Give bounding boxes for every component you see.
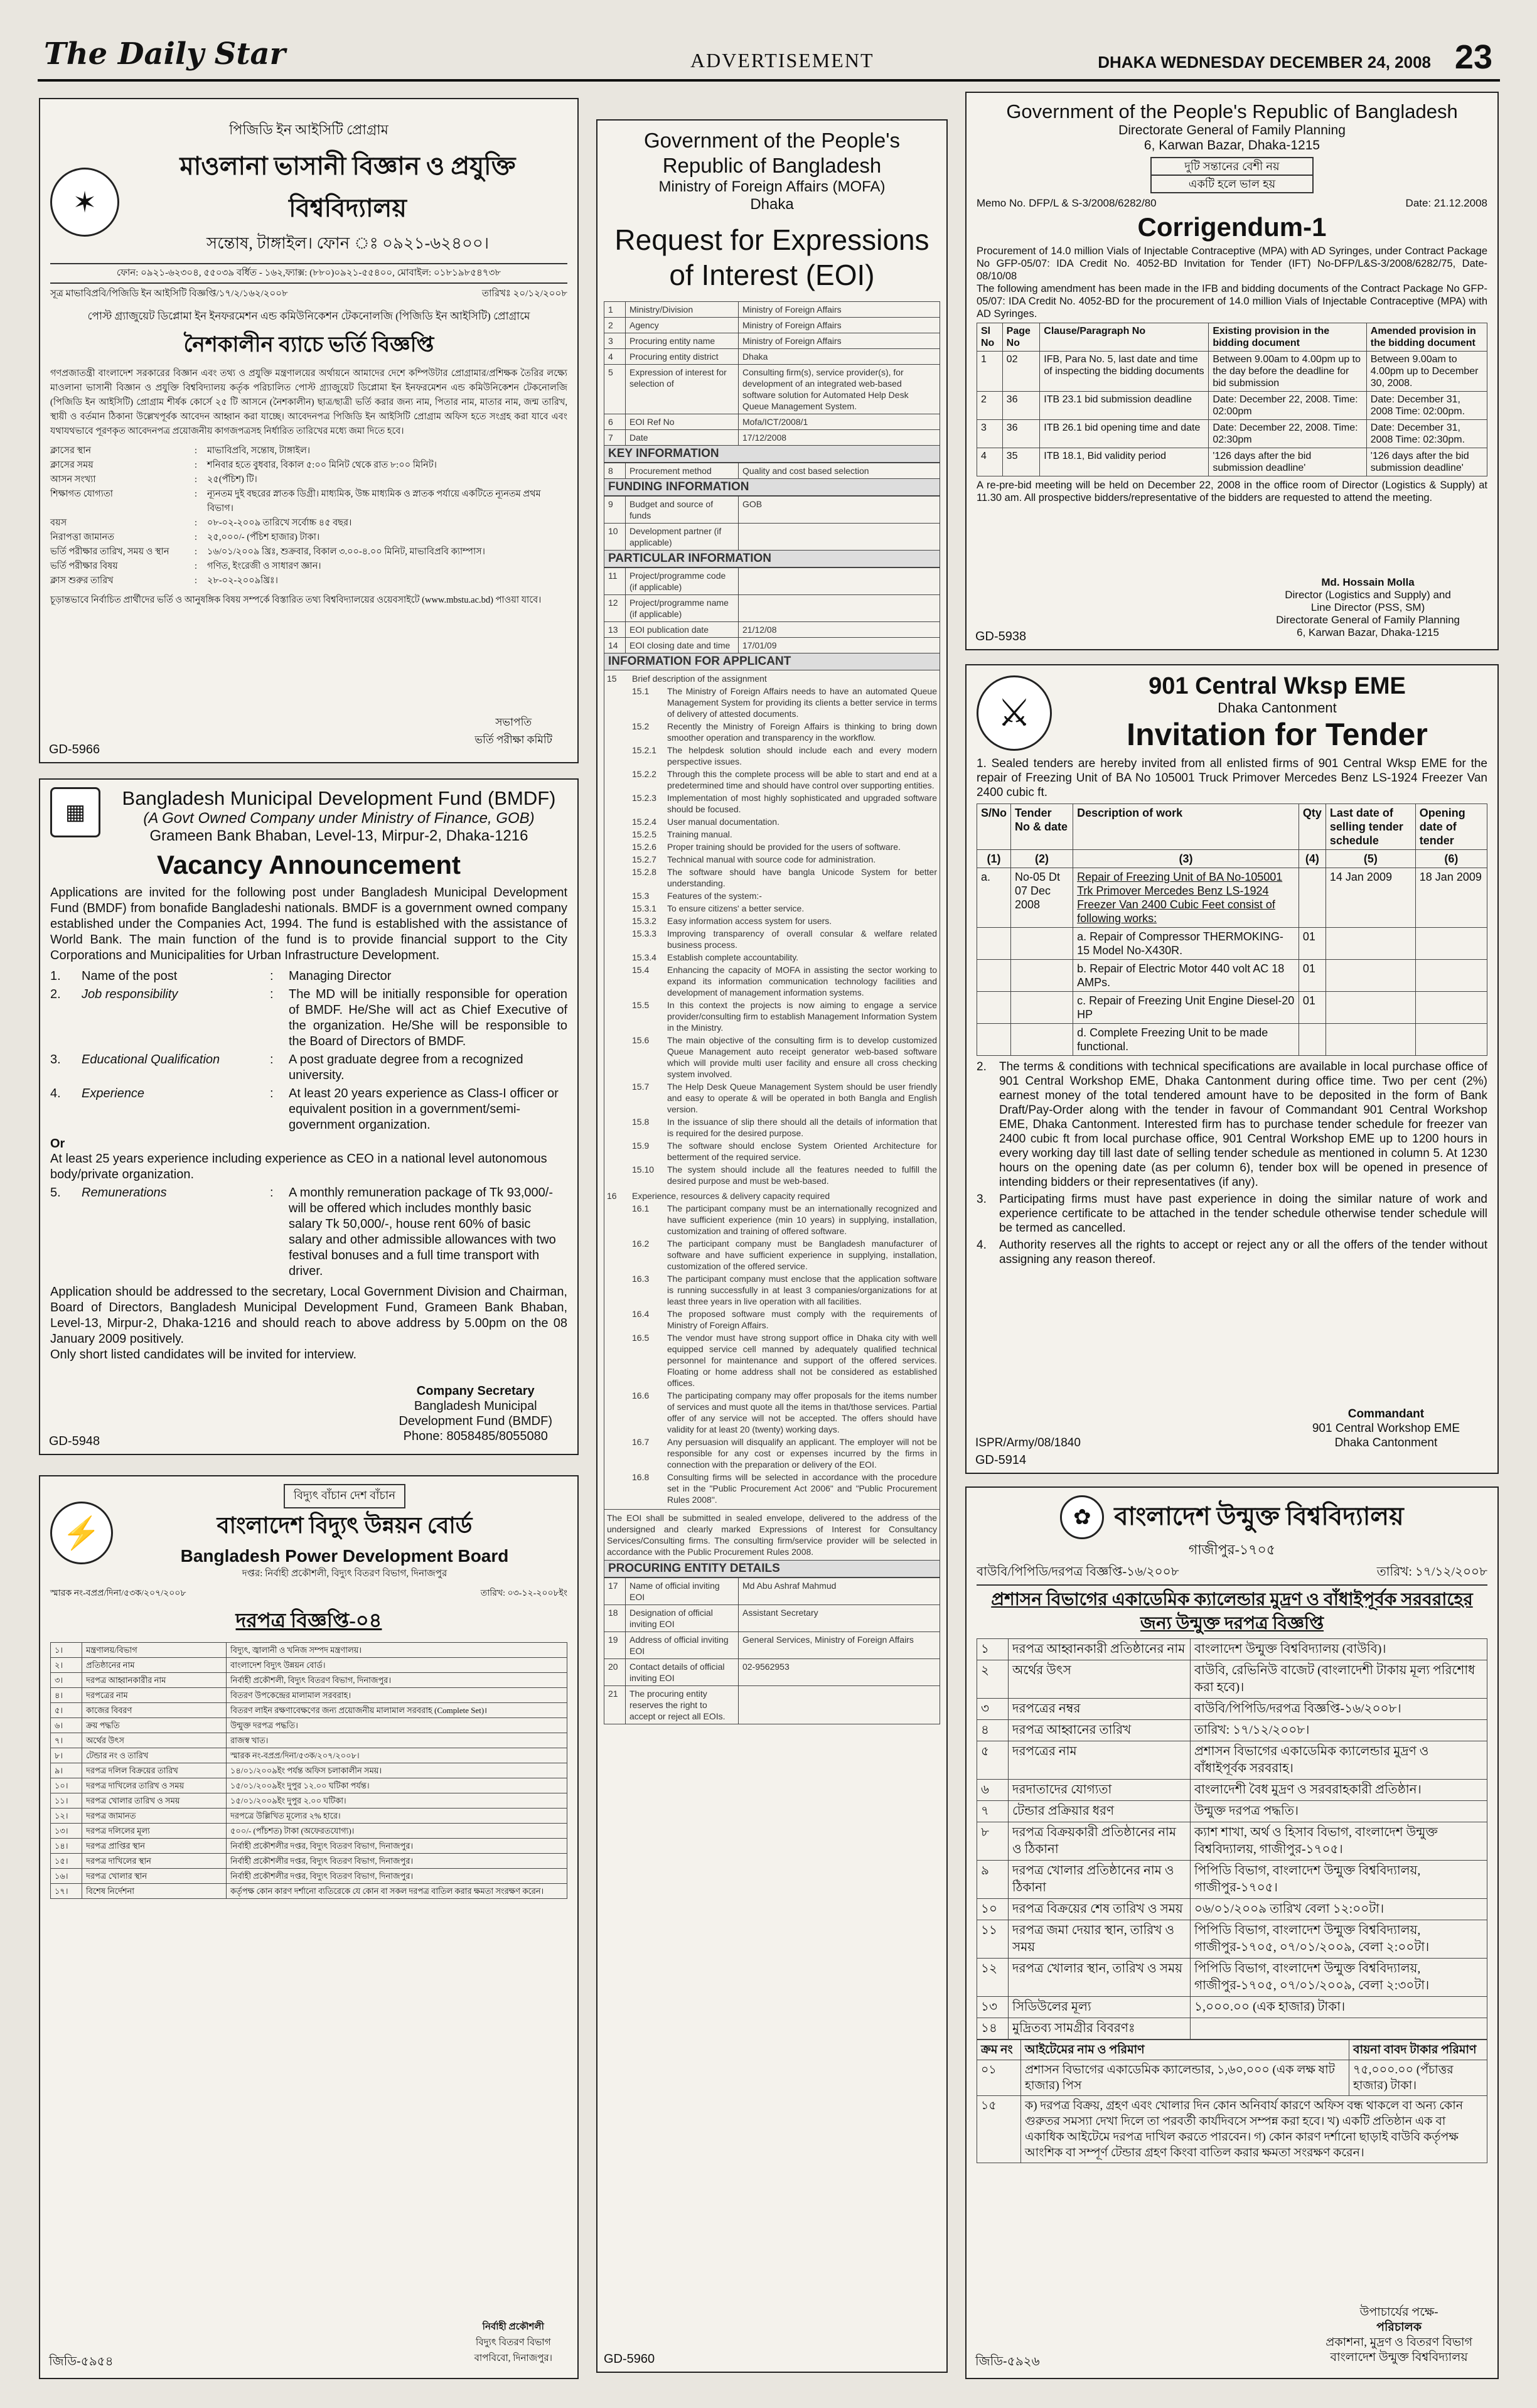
issue-date: DHAKA WEDNESDAY DECEMBER 24, 2008	[1098, 53, 1431, 72]
bpdb-table	[50, 1642, 567, 1899]
mofa-ministry: Ministry of Foreign Affairs (MOFA)	[658, 178, 886, 195]
bou-memo: বাউবি/পিপিডি/দরপত্র বিজ্ঞপ্তি-১৬/২০০৮	[977, 1565, 1179, 1579]
university-logo-icon: ✿	[1060, 1495, 1104, 1539]
bpdb-row: ৫। কাজের বিবরণ বিতরণ লাইন রক্ষণাবেক্ষণের জন্য প্রয়োজনীয় মালামাল সরবরাহ (Complete Set)।	[51, 1703, 567, 1718]
mbstu-row: আসন সংখ্যা : ২৫(পঁচিশ) টি।	[50, 475, 257, 485]
bou-row: ৩ দরপত্রের নম্বর বাউবি/পিপিডি/দরপত্র বিজ্ঞপ্তি-১৬/২০০৮।	[977, 1699, 1487, 1720]
bou-signature: উপাচার্যের পক্ষে- পরিচালক প্রকাশনা, মুদ্রণ ও বিতরণ বিভাগ বাংলাদেশ উন্মুক্ত বিশ্ববিদ্যালয়	[1325, 2306, 1472, 2364]
fp-slogan-box: দুটি সন্তানের বেশী নয় একটি হলে ভাল হয়	[1150, 157, 1314, 193]
bou-row: ৫ দরপত্রের নাম প্রশাসন বিভাগের একাডেমিক ক্যালেন্ডার মুদ্রণ ও বাঁধাইপূর্বক সরবরাহ।	[977, 1741, 1487, 1780]
experience-item: 16.5 The vendor must have strong support office in Dhaka city with well equipped service cell manned by adequately qualified technical personnel for maintenance and support of the offered services. Floating or home address shall not be considered as established offices.	[632, 1333, 937, 1388]
fp-dir: Directorate General of Family Planning	[1118, 123, 1346, 137]
fp-para1: Procurement of 14.0 million Vials of Injectable Contraceptive (MPA) with AD Syringes, under Contract Package No GFP-05/07: IDA Credit No. 4052-BD Invitation for Tender (IFT) No-DFP/L&S-3/2008/6282/75, Date-08/10/08	[977, 245, 1487, 282]
bpdb-row: ২। প্রতিষ্ঠানের নাম বাংলাদেশ বিদ্যুৎ উন্নয়ন বোর্ড।	[51, 1658, 567, 1673]
eoi-row: 21 The procuring entity reserves the right to accept or reject all EOIs.	[604, 1686, 940, 1724]
bmdf-signature: Company Secretary Bangladesh Municipal Development Fund (BMDF) Phone: 8058485/8055080	[399, 1384, 552, 1443]
eoi-row: 6 EOI Ref No Mofa/ICT/2008/1	[604, 414, 940, 430]
mbstu-memo: সূত্র মাভাবিপ্রবি/পিজিডি ইন আইসিটি বিজ্ঞপ্তি/১৭/২/১৬২/২০০৮	[50, 289, 288, 299]
mbstu-signature: সভাপতি	[495, 716, 532, 728]
eoi-row: 7 Date 17/12/2008	[604, 430, 940, 446]
mbstu-body: গণপ্রজাতন্ত্রী বাংলাদেশ সরকারের বিজ্ঞান এবং তথ্য ও প্রযুক্তি মন্ত্রণালয়ের অর্থায়নে আমাদের দেশে কম্পিউটার প্রোগ্রামার/প্রশিক্ষক তৈরির লক্ষ্যে মাওলানা ভাসানী বিজ্ঞান ও প্রযুক্তি বিশ্ববিদ্যালয় কর্তৃক পরিচালিত পোস্ট গ্র্যাজুয়েট ডিপ্লোমা ইন ইনফরমেশন এন্ড কমিউনিকেশন টেকনোলজি (পিজিডি ইন আইসিটি) প্রোগ্রাম শীর্ষক কোর্সে ২৫ টি আসনে (নৈশকালীন) ছাত্র/ছাত্রী ভর্তি করার জন্য নাম, পিতার নাম, মাতার নাম, জন্ম তারিখ, স্থায়ী ও বর্তমান ঠিকানা উল্লেখপূর্বক আবেদন আহ্বান করা যাচ্ছে। আবেদনপত্র পিজিডি ইন আইসিটি প্রোগ্রাম অফিস হতে সংগ্রহ করা যাবে এবং যথাযথভাবে পূরণকৃত আবেদনপত্র প্রয়োজনীয় কাগজপত্রসহ নির্ধারিত তারিখের মধ্যে জমা দিতে হবে।	[50, 368, 567, 436]
eoi-row: 1 Ministry/Division Ministry of Foreign Affairs	[604, 302, 940, 318]
eme-tender-ad	[965, 664, 1499, 1474]
eme-ref: ISPR/Army/08/1840	[975, 1436, 1081, 1449]
section-label: ADVERTISEMENT	[690, 49, 874, 72]
eoi-row: 2 Agency Ministry of Foreign Affairs	[604, 318, 940, 333]
eoi-row: 3 Procuring entity name Ministry of Foreign Affairs	[604, 333, 940, 349]
bpdb-row: ১৩। দরপত্র দলিলের মূল্য ৫০০/- (পাঁচশত) টাকা (অফেরতযোগ্য)।	[51, 1824, 567, 1839]
bmdf-item: 3. Educational Qualification : A post graduate degree from a recognized university.	[50, 1053, 523, 1082]
tender-paragraph: 2. The terms & conditions with technical specifications are available in local purchase office of 901 Central Workshop EME, Dhaka Cantonment during office time. Two per cent (2%) earnest money of the total tendered amount have to be deposited in the form of Bank Draft/Pay-Order along with the tender in favour of Commandant 901 Central Workshop EME, Dhaka Cantonment. Interested firm has to purchase tender schedule for freezer van 2400 cubic ft from local purchase office, 901 Central Workshop EME up to 1200 hours in every working day till last date of selling tender schedule as mentioned in column 5. At 1230 hours on the opening date (as per column 6), tender box will be opened in presence of intending bidders or their representatives (if any).	[977, 1060, 1487, 1189]
mbstu-intro: পোস্ট গ্র্যাজুয়েট ডিপ্লোমা ইন ইনফরমেশন এন্ড কমিউনিকেশন টেকনোলজি (পিজিডি ইন আইসিটি) প্রোগ্রামে	[87, 310, 530, 322]
mofa-eoi-ad: Government of the People's Republic of Bangladesh Ministry of Foreign Affairs (MOFA) Dhaka Request for Expressions of Interest (EOI) 1 Ministry/Division Ministry of Foreign Affairs 2 Agency Ministry of Foreign Affairs 3 Procuring entity name Ministry of Foreign Affairs 4 Procuring entity district Dhaka 5 Expression of interest for selection of Consulting firm(s), service provider(s), for development of an integrated web-based software solution for Automated Help Desk Queue Management System. 6 EOI Ref No Mofa/ICT/2008/1 7 Date 17/12/2008 KEY INFORMATION 8 Procurement method Quality and cost based selection FUNDING INFORMATION 9 Budget and source of funds GOB 10 Development partner (if applicable) PARTICULAR INFORMATION 11 Project/programme code (if applicable) 12 Project/programme name (if applicable) 13 EOI publication date 21/12/08 14 EOI closing date and time 17/01/09 INFORMATION FOR APPLICANT 15 Brief description of the assignment 15.1 The Ministry of Foreign Affairs needs to have an automated Queue Management System for providing its clients a better service in terms of delivery of attested documents. 15.2 Recently the Ministry of Foreign Affairs is thinking to bring down smoother operation and transparency in the workflow. 15.2.1 The helpdesk solution should include each and every modern perspective issues. 15.2.2 Through this the complete process will be able to start and end at a predetermined time and should have control over supporting entities. 15.2.3 Implementation of most highly sophisticated and upgraded software should be focused. 15.2.4 User manual documentation. 15.2.5 Training manual. 15.2.6 Proper training should be provided for the users of software. 15.2.7 Technical manual with source code for administration. 15.2.8 The software should have bangla Unicode System for better understanding. 15.3 Features of the system:- 15.3.1 To ensure citizens' a better service. 15.3.2 Easy information access system for users. 15.3.3 Improving transparency of overall consular & welfare related business process. 15.3.4 Establish complete accountability. 15.4 Enhancing the capacity of MOFA in assisting the sector working to expand its information communication technology facilities and development of management information systems. 15.5 In this context the projects is now aiming to engage a service provider/consulting firm to establish Management Information System in the Ministry. 15.6 The main objective of the consulting firm is to develop customized Queue Management auto receipt generator web-based software which will provide multi user facility and ensure all cross checking system involved. 15.7 The Help Desk Queue Management System should be user friendly and easy to operate & will be operated in both Bangla and English version. 15.8 In the issuance of slip there should all the details of information that is required for the desired purpose. 15.9 The software should enclose System Oriented Architecture for betterment of the required service. 15.10 The system should include all the features needed to fulfill the desired purpose and must be web-based. 16 Experience, resources & delivery capacity required 16.1 The participant company must be an internationally recognized and have sufficient experience (min 10 years) in supplying, installation, customization and training of offered software. 16.2 The participant company must be Bangladesh manufacturer of software and have sufficient experience in supplying, installation, customization of the offered service. 16.3 The participant company must enclose that the application software is running successfully in at least 3 companies/organizations for at least three years in live operation with all facilities. 16.4 The proposed software must comply with the requirements of Ministry of Foreign Affairs. 16.5 The vendor must have strong support office in Dhaka city with well equipped service cell manned by adequately qualified technical personnel for maintenance and support of the offered services. Floating or home address shall not be considered as established offices. 16.6 The participating company may offer proposals for the items number of services and must quote all the items in that/those services. Partial offer of any service will not be accepted. The offers should have validity for at least 20 (twenty) working days. 16.7 Any persuasion will disqualify an applicant. The employer will not be responsible for any cost or expenses incurred by the firms in connection with the preparation or delivery of the EOI. 16.8 Consulting firms will be selected in accordance with the procedure set in the "Public Procurement Act 2006" and "Public Procurement Rules 2008". The EOI shall be submitted in sealed envelope, delivered to the address of the undersigned and clearly marked Expressions of Interest for Consultancy Services/Consulting firms. The consulting firm/service provider will be selected in accordance with the Public Procurement Rules 2008. PROCURING ENTITY DETAILS 17 Name of official inviting EOI Md Abu Ashraf Mahmud 18 Designation of official inviting EOI Assistant Secretary 19 Address of official inviting EOI General Services, Ministry of Foreign Affairs 20 Contact details of official inviting EOI 02-9562953 21 The procuring entity reserves the right to accept or reject all EOIs. GD-5960	[596, 119, 948, 2373]
bpdb-row: ১২। দরপত্র জামানত দরপত্রে উল্লিখিত মূল্যের ২% হারে।	[51, 1809, 567, 1824]
brief-item: 15.3.4 Establish complete accountability.	[632, 952, 799, 962]
experience-item: 16.4 The proposed software must comply with the requirements of Ministry of Foreign Affairs.	[632, 1309, 937, 1330]
eme-signature: Commandant 901 Central Workshop EME Dhaka Cantonment	[1312, 1407, 1460, 1449]
fp-memo-date: Date: 21.12.2008	[1405, 197, 1487, 209]
brief-item: 15.8 In the issuance of slip there should all the details of information that is required for the desired purpose.	[632, 1117, 937, 1138]
eoi-row: 18 Designation of official inviting EOI Assistant Secretary	[604, 1605, 940, 1632]
eme-table: S/No Tender No & date Description of work Qty Last date of selling tender schedule Opening date of tender (1) (2) (3) (4) (5) (6) a. No-05 Dt 07 Dec 2008 Repair of Freezing Unit of BA No-105001 Trk Primover Mercedes Benz LS-1924 Freezer Van 2400 Cubic Feet consist of following works: 14 Jan 2009 18 Jan 2009 a. Repair of Compressor THERMOKING-15 Model No-X430R. 01 b. Repair of Electric Motor 440 volt AC 18 AMPs. 01 c. Repair of Freezing Unit Engine Diesel-20 HP 01 d. Complete Freezing Unit to be made functional.	[977, 804, 1487, 1056]
bpdb-row: ৯। দরপত্র দলিল বিক্রয়ের তারিখ ১৪/০১/২০০৯ইং পর্যন্ত অফিস চলাকালীন সময়।	[51, 1763, 567, 1778]
corrigendum-row: 2 36 ITB 23.1 bid submission deadline Date: December 22, 2008. Time: 02:00pm Date: December 31, 2008 Time: 02:00pm.	[977, 392, 1487, 420]
section-header: PROCURING ENTITY DETAILS	[604, 1561, 940, 1578]
tender-row: a. No-05 Dt 07 Dec 2008 Repair of Freezing Unit of BA No-105001 Trk Primover Mercedes Benz LS-1924 Freezer Van 2400 Cubic Feet consist of following works: 14 Jan 2009 18 Jan 2009	[977, 868, 1487, 928]
brief-item: 15.2.3 Implementation of most highly sophisticated and upgraded software should be focused.	[632, 793, 937, 814]
mbstu-headline: নৈশকালীন ব্যাচে ভর্তি বিজ্ঞপ্তি	[183, 333, 434, 357]
bmdf-intro: Applications are invited for the following post under Bangladesh Municipal Development Fund (BMDF) from bonafide Bangladeshi nationals. BMDF is a government owned company established under the Companies Act, 1994. The fund is established with the assistance of World Bank. The main function of the fund is to provide financial support to the City Corporations and Municipalities for Urban Infrastructure Development.	[50, 886, 567, 962]
mofa-city: Dhaka	[750, 196, 794, 213]
bmdf-heading: Vacancy Announcement	[157, 850, 461, 879]
bou-table	[977, 1638, 1487, 2040]
tender-subitem: c. Repair of Freezing Unit Engine Diesel-20 HP 01	[977, 992, 1487, 1024]
brief-item: 15.2 Recently the Ministry of Foreign Affairs is thinking to bring down smoother operation and transparency in the workflow.	[632, 721, 937, 743]
mbstu-row: ভর্তি পরীক্ষার তারিখ, সময় ও স্থান : ১৬/০১/২০০৯ খ্রিঃ, শুক্রবার, বিকাল ৩.০০-৪.০০ মিনিট, মাভাবিপ্রবি ক্যাম্পাস।	[50, 547, 485, 557]
mbstu-row: বয়স : ০৮-০২-২০০৯ তারিখে সর্বোচ্চ ৪৫ বছর।	[50, 518, 352, 528]
bmdf-subtitle: (A Govt Owned Company under Ministry of Finance, GOB)	[143, 810, 535, 827]
mbstu-address: সন্তোষ, টাঙ্গাইল। ফোন ঃ ০৯২১-৬২৪০০।	[206, 234, 490, 252]
mbstu-signature-2: ভর্তি পরীক্ষা কমিটি	[474, 734, 552, 746]
mbstu-row: ক্লাসের স্থান : মাভাবিপ্রবি, সন্তোষ, টাঙ্গাইল।	[50, 446, 311, 456]
mbstu-phone: ফোন: ০৯২১-৬২৩০৪, ৫৫০৩৯ বর্ধিত - ১৬২,ফ্যাক্স: (৮৮০)০৯২১-৫৫৪০০, মোবাইল: ০১৮১৯৮৫৪৭৩৮	[50, 263, 567, 284]
fp-memo: Memo No. DFP/L & S-3/2008/6282/80	[977, 197, 1157, 209]
mofa-gov: Government of the People's Republic of Bangladesh	[643, 129, 901, 177]
bou-row: ৬ দরদাতাদের যোগ্যতা বাংলাদেশী বৈধ মুদ্রণ ও সরবরাহকারী প্রতিষ্ঠান।	[977, 1780, 1487, 1801]
ad-code: GD-5914	[975, 1453, 1027, 1467]
bpdb-row: ১৫। দরপত্র দাখিলের স্থান নির্বাহী প্রকৌশলীর দপ্তর, বিদ্যুৎ বিতরণ বিভাগ, দিনাজপুর।	[51, 1854, 567, 1869]
tender-paragraph: 3. Participating firms must have past experience in doing the similar nature of work and experience certificate to be attached in the tender schedule otherwise tender schedule will be termed as cancelled.	[977, 1193, 1487, 1235]
bmdf-logo-icon: ▦	[50, 787, 100, 837]
eoi-row: 12 Project/programme name (if applicable)	[604, 595, 940, 622]
bou-row: ১২ দরপত্র খোলার স্থান, তারিখ ও সময় পিপিডি বিভাগ, বাংলাদেশ উন্মুক্ত বিশ্ববিদ্যালয়, গাজীপুর-১৭০৫, ০৭/০১/২০০৯, বেলা ২:৩০টা।	[977, 1959, 1487, 1997]
bpdb-row: ৭। অর্থের উৎস রাজস্ব খাত।	[51, 1733, 567, 1748]
bou-tender-ad	[965, 1486, 1499, 2379]
bou-row: ১৩ সিডিউলের মূল্য ১,০০০.০০ (এক হাজার) টাকা।	[977, 1997, 1487, 2018]
mbstu-memo-date: তারিখঃ ২০/১২/২০০৮	[481, 289, 567, 299]
bpdb-row: ৬। ক্রয় পদ্ধতি উন্মুক্ত দরপত্র পদ্ধতি।	[51, 1718, 567, 1733]
eoi-row: 8 Procurement method Quality and cost based selection	[604, 463, 940, 479]
bmdf-item: 4. Experience : At least 20 years experience as Class-I officer or equivalent position in a government/semi-government organization.	[50, 1087, 559, 1132]
brief-item: 15.2.8 The software should have bangla Unicode System for better understanding.	[632, 867, 937, 888]
experience-item: 16.6 The participating company may offer proposals for the items number of services and must quote all the items in that/those services. Partial offer of any service will not be accepted. The offers should have validity for at least 20 (twenty) working days.	[632, 1390, 937, 1434]
bpdb-row: ১৭। বিশেষ নির্দেশনা কর্তৃপক্ষ কোন কারণ দর্শানো ব্যতিরেকে যে কোন বা সকল দরপত্র বাতিল করার ক্ষমতা সংরক্ষণ করেন।	[51, 1884, 567, 1899]
eoi-row: 17 Name of official inviting EOI Md Abu Ashraf Mahmud	[604, 1578, 940, 1605]
fp-heading: Corrigendum-1	[1137, 212, 1327, 242]
bpdb-row: ৩। দরপত্র আহ্বানকারীর নাম নির্বাহী প্রকৌশলী, বিদ্যুৎ বিতরণ বিভাগ, দিনাজপুর।	[51, 1673, 567, 1688]
mbstu-row: নিরাপত্তা জামানত : ২৫,০০০/- (পঁচিশ হাজার) টাকা।	[50, 532, 320, 542]
section-header: INFORMATION FOR APPLICANT	[604, 653, 940, 670]
bou-items-table: ক্রম নং আইটেমের নাম ও পরিমাণ বায়না বাবদ টাকার পরিমাণ ০১ প্রশাসন বিভাগের একাডেমিক ক্যালেন্ডার, ১,৬০,০০০ (এক লক্ষ ষাট হাজার) পিস ৭৫,০০০.০০ (পঁচাত্তর হাজার) টাকা। ১৫ ক) দরপত্র বিক্রয়, গ্রহণ এবং খোলার দিন কোন অনিবার্য কারণে অফিস বন্ধ থাকলে বা অন্য কোন গুরুতর সমস্যা দেখা দিলে তা পরবর্তী কার্যদিবসে সম্পন্ন করা হবে। খ) একটি প্রতিষ্ঠান এক বা একাধিক আইটেমে দরপত্র দাখিল করতে পারবেন। গ) কোন কারণ দর্শানো ছাড়াই বাউবি কর্তৃপক্ষ আংশিক বা সম্পূর্ণ টেন্ডার গ্রহণ কিংবা বাতিল করার ক্ষমতা সংরক্ষণ করেন।	[977, 2040, 1487, 2163]
section-header: PARTICULAR INFORMATION	[604, 551, 940, 567]
brief-item: 15.2.7 Technical manual with source code for administration.	[632, 854, 876, 864]
tender-subitem: d. Complete Freezing Unit to be made functional.	[977, 1024, 1487, 1056]
university-seal-icon: ✶	[50, 168, 119, 237]
power-board-logo-icon: ⚡	[50, 1502, 113, 1564]
masthead	[38, 25, 1500, 82]
bmdf-application: Application should be addressed to the secretary, Local Government Division and Chairman, Board of Directors, Bangladesh Municipal Development Fund, Grameen Bank Bhaban, Level-13, Mirpur-2, Dhaka-1216 and should reach to above address by 5.00pm on the 08 January 2009 positively.	[50, 1285, 567, 1346]
bmdf-address: Grameen Bank Bhaban, Level-13, Mirpur-2, Dhaka-1216	[149, 827, 528, 844]
bpdb-name-en: Bangladesh Power Development Board	[180, 1546, 509, 1566]
brief-item: 15.3.2 Easy information access system for users.	[632, 916, 832, 926]
corrigendum-row: 4 35 ITB 18.1, Bid validity period '126 days after the bid submission deadline' '126 days after the bid submission deadline'	[977, 448, 1487, 476]
brief-item: 15.6 The main objective of the consulting firm is to develop customized Queue Management auto receipt generator web-based software which will provide multi user facility and ensure all cross checking system involved.	[632, 1035, 937, 1079]
bpdb-row: ১১। দরপত্র খোলার তারিখ ও সময় ১৫/০১/২০০৯ইং দুপুর ২.০০ ঘটিকা।	[51, 1793, 567, 1809]
brief-item: 15.3.1 To ensure citizens' a better service.	[632, 903, 805, 913]
mbstu-name: মাওলানা ভাসানী বিজ্ঞান ও প্রযুক্তি বিশ্ববিদ্যালয়	[179, 152, 516, 222]
bmdf-title: Bangladesh Municipal Development Fund (BMDF)	[122, 787, 556, 809]
experience-item: 16.2 The participant company must be Bangladesh manufacturer of software and have sufficient experience in supplying, installation, customization of the offered service.	[632, 1239, 937, 1271]
brief-item: 15.4 Enhancing the capacity of MOFA in assisting the sector working to expand its information communication technology facilities and development of management information systems.	[632, 965, 937, 997]
brief-item: 15.2.6 Proper training should be provided for the users of software.	[632, 842, 901, 852]
bpdb-heading: দরপত্র বিজ্ঞপ্তি-০৪	[235, 1609, 382, 1631]
page-number: 23	[1454, 38, 1492, 76]
brief-item: 15.2.4 User manual documentation.	[632, 817, 779, 827]
bou-row: ২ অর্থের উৎস বাউবি, রেভিনিউ বাজেট (বাংলাদেশী টাকায় মূল্য পরিশোধ করা হবে)।	[977, 1660, 1487, 1699]
bpdb-row: ১০। দরপত্র দাখিলের তারিখ ও সময় ১৫/০১/২০০৯ইং দুপুর ১২.০০ ঘটিকা পর্যন্ত।	[51, 1778, 567, 1793]
brief-item: 15.5 In this context the projects is now aiming to engage a service provider/consulting firm to establish Management Information System in the Ministry.	[632, 1000, 937, 1033]
bpdb-signature: নির্বাহী প্রকৌশলী বিদ্যুৎ বিতরণ বিভাগ বাপবিবো, দিনাজপুর।	[474, 2322, 552, 2363]
bmdf-or: Or	[50, 1137, 65, 1151]
tender-paragraph: 4. Authority reserves all the rights to accept or reject any or all the offers of the tender without assigning any reason thereof.	[977, 1239, 1487, 1266]
bou-row: ১১ দরপত্র জমা দেয়ার স্থান, তারিখ ও সময় পিপিডি বিভাগ, বাংলাদেশ উন্মুক্ত বিশ্ববিদ্যালয়, গাজীপুর-১৭০৫, ০৭/০১/২০০৯, বেলা ২:০০টা।	[977, 1920, 1487, 1959]
eoi-row: 13 EOI publication date 21/12/08	[604, 622, 940, 638]
eoi-row: 4 Procuring entity district Dhaka	[604, 349, 940, 365]
bmdf-or-text: At least 25 years experience including experience as CEO in a national level autonomous body/private organization.	[50, 1152, 547, 1181]
eoi-row: 10 Development partner (if applicable)	[604, 524, 940, 551]
fp-address: 6, Karwan Bazar, Dhaka-1215	[1143, 138, 1320, 153]
tender-subitem: b. Repair of Electric Motor 440 volt AC 18 AMPs. 01	[977, 960, 1487, 992]
bmdf-item: 1. Name of the post : Managing Director	[50, 969, 392, 983]
eme-para1: 1. Sealed tenders are hereby invited from all enlisted firms of 901 Central Wksp EME for the repair of Freezing Unit of BA No 105001 Truck Primover Mercedes Benz LS-1924 Freezer Van 2400 cubic ft.	[977, 757, 1487, 799]
ad-code: জিডি-৫৯৫৪	[49, 2355, 114, 2368]
newspaper-name: The Daily Star	[44, 36, 286, 72]
mbstu-ad	[39, 98, 579, 763]
eoi-row: 5 Expression of interest for selection of Consulting firm(s), service provider(s), for development of an integrated web-based software solution for Automated Help Desk Queue Management System.	[604, 365, 940, 414]
tender-subitem: a. Repair of Compressor THERMOKING-15 Model No-X430R. 01	[977, 928, 1487, 960]
bou-row: ৪ দরপত্র আহ্বানের তারিখ তারিখ: ১৭/১২/২০০৮।	[977, 1720, 1487, 1741]
mofa-eoi-note: The EOI shall be submitted in sealed envelope, delivered to the address of the undersigned and clearly marked Expressions of Interest for Consultancy Services/Consulting firms. The consulting firm/service provider will be selected in accordance with the Public Procurement Rules 2008.	[604, 1510, 940, 1561]
eme-unit: 901 Central Wksp EME	[1149, 673, 1406, 699]
bou-row: ৭ টেন্ডার প্রক্রিয়ার ধরণ উন্মুক্ত দরপত্র পদ্ধতি।	[977, 1801, 1487, 1822]
experience-label: Experience, resources & delivery capacity required	[632, 1191, 830, 1201]
fp-signature: Md. Hossain Molla Director (Logistics and Supply) and Line Director (PSS, SM) Directorate General of Family Planning 6, Karwan Bazar, Dhaka-1215	[1276, 576, 1460, 638]
brief-item: 15.1 The Ministry of Foreign Affairs needs to have an automated Queue Management System for providing its clients a better service in terms of delivery of attested documents.	[632, 686, 937, 719]
brief-item: 15.2.5 Training manual.	[632, 829, 732, 839]
ad-code: জিডি-৫৯২৬	[975, 2355, 1040, 2368]
bpdb-slogan: বিদ্যুৎ বাঁচান দেশ বাঁচান	[284, 1484, 405, 1508]
corrigendum-row: 3 36 ITB 26.1 bid opening time and date Date: December 22, 2008. Time: 02:30pm Date: December 31, 2008 Time: 02:30pm.	[977, 420, 1487, 448]
experience-item: 16.7 Any persuasion will disqualify an applicant. The employer will not be responsible for any cost or expenses incurred by the firms in connection with the preparation or delivery of the EOI.	[632, 1437, 937, 1470]
bou-memo-date: তারিখ: ১৭/১২/২০০৮	[1376, 1565, 1487, 1579]
bou-row: ১০ দরপত্র বিক্রয়ের শেষ তারিখ ও সময় ০৬/০১/২০০৯ তারিখ বেলা ১২:০০টা।	[977, 1899, 1487, 1920]
brief-item: 15.10 The system should include all the features needed to fulfill the desired purpose and must be web-based.	[632, 1164, 937, 1186]
mofa-heading: Request for Expressions of Interest (EOI)	[614, 223, 929, 291]
eme-heading: Invitation for Tender	[1127, 717, 1428, 752]
bmdf-shortlist: Only short listed candidates will be invited for interview.	[50, 1348, 357, 1362]
eoi-row: 14 EOI closing date and time 17/01/09	[604, 638, 940, 653]
fp-para2: The following amendment has been made in the IFB and bidding documents of the Contract Package No GFP-05/07: IDA Credit No. 4052-BD for the procurement of 14.0 million Vials of Injectable Contraceptive (MPA) with AD Syringes.	[977, 283, 1487, 320]
experience-item: 16.3 The participant company must enclose that the application software is running successfully in at least 3 companies/organizations for at least three years in live operation with all facilities.	[632, 1274, 937, 1306]
fp-table: Sl No Page No Clause/Paragraph No Existing provision in the bidding document Amended provision in the bidding document 1 02 IFB, Para No. 5, last date and time of inspecting the bidding documents Between 9.00am to 4.00pm up to the day before the deadline for bid submission Between 9.00am to 4.00pm up to December 30, 2008. 2 36 ITB 23.1 bid submission deadline Date: December 22, 2008. Time: 02:00pm Date: December 31, 2008 Time: 02:00pm. 3 36 ITB 26.1 bid opening time and date Date: December 22, 2008. Time: 02:30pm Date: December 31, 2008 Time: 02:30pm. 4 35 ITB 18.1, Bid validity period '126 days after the bid submission deadline' '126 days after the bid submission deadline'	[977, 323, 1487, 476]
mbstu-row: শিক্ষাগত যোগ্যতা : ন্যূনতম দুই বছরের স্নাতক ডিগ্রী। মাধ্যমিক, উচ্চ মাধ্যমিক ও স্নাতক পর্যায়ে একটিতে ন্যূনতম প্রথম বিভাগ।	[50, 489, 541, 513]
eoi-row: 19 Address of official inviting EOI General Services, Ministry of Foreign Affairs	[604, 1632, 940, 1659]
bou-row: ৯ দরপত্র খোলার প্রতিষ্ঠানের নাম ও ঠিকানা পিপিডি বিভাগ, বাংলাদেশ উন্মুক্ত বিশ্ববিদ্যালয়, গাজীপুর-১৭০৫।	[977, 1861, 1487, 1899]
bmdf-item: 5. Remunerations : A monthly remuneration package of Tk 93,000/- will be offered which includes monthly basic salary Tk 50,000/-, house rent 60% of basic salary and other admissible allowances with two festival bonuses and a full time transport with driver.	[50, 1186, 556, 1278]
brief-item: 15.2.1 The helpdesk solution should include each and every modern perspective issues.	[632, 745, 937, 766]
bpdb-row: ৪। দরপত্রের নাম বিতরণ উপকেন্দ্রের মালামাল সরবরাহ।	[51, 1688, 567, 1703]
mbstu-project: পিজিডি ইন আইসিটি প্রোগ্রাম	[229, 122, 388, 137]
fp-gov: Government of the People's Republic of Bangladesh	[1006, 100, 1458, 122]
bou-heading: প্রশাসন বিভাগের একাডেমিক ক্যালেন্ডার মুদ্রণ ও বাঁধাইপূর্বক সরবরাহের জন্য উন্মুক্ত দরপত্র বিজ্ঞপ্তি	[991, 1590, 1473, 1633]
bmdf-item: 2. Job responsibility : The MD will be initially responsible for operation of BMDF. He/She will act as Chief Executive of the organization. He/She will be responsible to the Board of Directors of BMDF.	[50, 987, 567, 1048]
fp-note: A re-pre-bid meeting will be held on December 22, 2008 in the office room of Director (Logistics & Supply) at 11.30 am. All prospective bidders/representative of the bidders are requested to attend the meeting.	[977, 480, 1487, 503]
eoi-row: 20 Contact details of official inviting EOI 02-9562953	[604, 1659, 940, 1686]
bpdb-office: দপ্তর: নির্বাহী প্রকৌশলী, বিদ্যুৎ বিতরণ বিভাগ, দিনাজপুর	[242, 1569, 447, 1579]
bpdb-name: বাংলাদেশ বিদ্যুৎ উন্নয়ন বোর্ড	[217, 1513, 473, 1538]
corrigendum-row: 1 02 IFB, Para No. 5, last date and time of inspecting the bidding documents Between 9.00am to 4.00pm up to the day before the deadline for bid submission Between 9.00am to 4.00pm up to December 30, 2008.	[977, 352, 1487, 392]
ad-code: GD-5960	[604, 2352, 655, 2366]
mbstu-row: ক্লাসের সময় : শনিবার হতে বুধবার, বিকাল ৫:০০ মিনিট থেকে রাত ৮:০০ মিনিট।	[50, 460, 437, 470]
family-planning-ad	[965, 92, 1499, 650]
section-header: KEY INFORMATION	[604, 446, 940, 463]
bou-city: গাজীপুর-১৭০৫	[1188, 1542, 1276, 1557]
brief-item: 15.3 Features of the system:-	[632, 891, 762, 901]
bou-row: ১৪ মুদ্রিতব্য সামগ্রীর বিবরণঃ	[977, 2018, 1487, 2040]
mbstu-row: ক্লাস শুরুর তারিখ : ২৮-০২-২০০৯খ্রিঃ।	[50, 576, 278, 586]
bpdb-row: ১৪। দরপত্র প্রাপ্তির স্থান নির্বাহী প্রকৌশলীর দপ্তর, বিদ্যুৎ বিতরণ বিভাগ, দিনাজপুর।	[51, 1839, 567, 1854]
brief-item: 15.7 The Help Desk Queue Management System should be user friendly and easy to operate & will be operated in both Bangla and English version.	[632, 1082, 937, 1114]
ad-code: GD-5948	[49, 1434, 100, 1448]
ad-code: GD-5938	[975, 630, 1027, 643]
bmdf-ad	[39, 778, 579, 1455]
section-header: FUNDING INFORMATION	[604, 479, 940, 496]
bou-row: ৮ দরপত্র বিক্রয়কারী প্রতিষ্ঠানের নাম ও ঠিকানা ক্যাশ শাখা, অর্থ ও হিসাব বিভাগ, বাংলাদেশ উন্মুক্ত বিশ্ববিদ্যালয়, গাজীপুর-১৭০৫।	[977, 1822, 1487, 1861]
brief-item: 15.9 The software should enclose System Oriented Architecture for betterment of the required service.	[632, 1141, 937, 1162]
experience-item: 16.1 The participant company must be an internationally recognized and have sufficient experience (min 10 years) in supplying, installation, customization and training of offered software.	[632, 1203, 937, 1236]
eme-cantonment: Dhaka Cantonment	[1218, 700, 1337, 716]
ad-code: GD-5966	[49, 743, 100, 756]
eoi-row: 9 Budget and source of funds GOB	[604, 497, 940, 524]
eme-crest-icon: ⚔	[977, 675, 1052, 751]
bpdb-ad	[39, 1475, 579, 2379]
bpdb-row: ১৬। দরপত্র খোলার স্থান নির্বাহী প্রকৌশলীর দপ্তর, বিদ্যুৎ বিতরণ বিভাগ, দিনাজপুর।	[51, 1869, 567, 1884]
bpdb-memo: স্মারক নং-বপ্রপ্র/দিনা/৫৩ক/২০৭/২০০৮	[50, 1589, 186, 1598]
bou-conditions: ক) দরপত্র বিক্রয়, গ্রহণ এবং খোলার দিন কোন অনিবার্য কারণে অফিস বন্ধ থাকলে বা অন্য কোন গুরুতর সমস্যা দেখা দিলে তা পরবর্তী কার্যদিবসে সম্পন্ন করা হবে। খ) একটি প্রতিষ্ঠান এক বা একাধিক আইটেমে দরপত্র দাখিল করতে পারবেন। গ) কোন কারণ দর্শানো ছাড়াই বাউবি কর্তৃপক্ষ আংশিক বা সম্পূর্ণ টেন্ডার গ্রহণ কিংবা বাতিল করার ক্ষমতা সংরক্ষণ করেন।	[1021, 2096, 1487, 2163]
brief-label: Brief description of the assignment	[632, 674, 767, 684]
bou-name: বাংলাদেশ উন্মুক্ত বিশ্ববিদ্যালয়	[1114, 1502, 1404, 1530]
mbstu-row: ভর্তি পরীক্ষার বিষয় : গণিত, ইংরেজী ও সাধারণ জ্ঞান।	[50, 561, 321, 571]
brief-item: 15.2.2 Through this the complete process will be able to start and end at a predetermined time and should have control over supporting entities.	[632, 769, 937, 790]
brief-item: 15.3.3 Improving transparency of overall consular & welfare related business process.	[632, 928, 937, 950]
bpdb-memo-date: তারিখ: ০৩-১২-২০০৮ইং	[480, 1589, 567, 1598]
bpdb-row: ৮। টেন্ডার নং ও তারিখ স্মারক নং-বপ্রপ্র/দিনা/৫৩ক/২০৭/২০০৮।	[51, 1748, 567, 1763]
bpdb-row: ১। মন্ত্রণালয়/বিভাগ বিদ্যুৎ, জ্বালানী ও খনিজ সম্পদ মন্ত্রণালয়।	[51, 1643, 567, 1658]
mbstu-footer: চূড়ান্তভাবে নির্বাচিত প্রার্থীদের ভর্তি ও আনুষঙ্গিক বিষয় সম্পর্কে বিস্তারিত তথ্য বিশ্ববিদ্যালয়ের ওয়েবসাইটে (www.mbstu.ac.bd) পাওয়া যাবে।	[50, 595, 542, 605]
bou-row: ১ দরপত্র আহ্বানকারী প্রতিষ্ঠানের নাম বাংলাদেশ উন্মুক্ত বিশ্ববিদ্যালয় (বাউবি)।	[977, 1639, 1487, 1660]
eoi-row: 11 Project/programme code (if applicable)	[604, 568, 940, 595]
experience-item: 16.8 Consulting firms will be selected in accordance with the procedure set in the "Public Procurement Act 2006" and "Public Procurement Rules 2008".	[632, 1472, 937, 1505]
